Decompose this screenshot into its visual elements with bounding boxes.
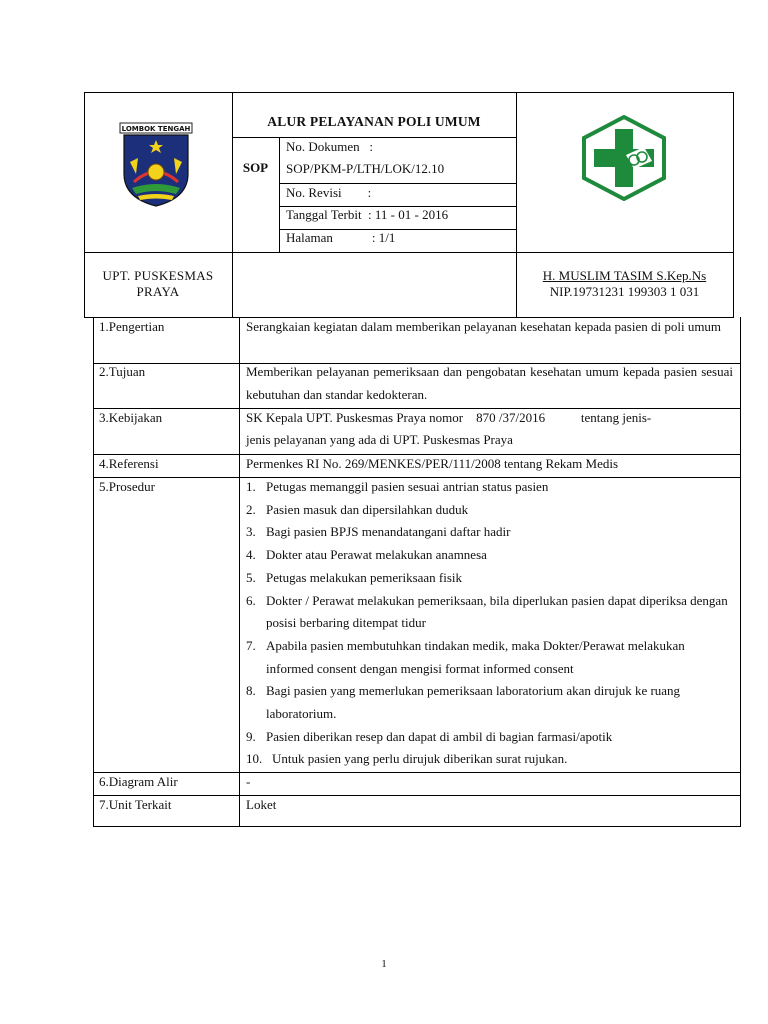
tujuan-label: 2.Tujuan bbox=[99, 364, 146, 379]
list-item bbox=[246, 521, 733, 544]
sop-label: SOP bbox=[242, 160, 269, 175]
list-item-number: 7. bbox=[246, 637, 256, 653]
list-item-number: 1. bbox=[246, 479, 256, 494]
list-item-number: 10. bbox=[246, 751, 263, 767]
prosedur-list bbox=[246, 476, 733, 771]
list-item-number: 8. bbox=[246, 683, 256, 699]
unit-label: 7.Unit Terkait bbox=[99, 797, 172, 812]
diagram-text: - bbox=[246, 774, 251, 789]
list-item-text: Petugas melakukan pemeriksaan fisik bbox=[266, 569, 463, 585]
signer-nip: NIP.19731231 199303 1 031 bbox=[549, 284, 700, 299]
organization-name: UPT. PUSKESMAS bbox=[102, 268, 214, 283]
signer-name: H. MUSLIM TASIM S.Kep.Ns bbox=[542, 268, 707, 283]
page-field: Halaman : 1/1 bbox=[286, 230, 396, 245]
puskesmas-logo bbox=[580, 115, 668, 201]
pengertian-text: Serangkaian kegiatan dalam memberikan pelayanan kesehatan kepada pasien di poli umum bbox=[246, 319, 722, 334]
revision-field: No. Revisi : bbox=[286, 185, 372, 200]
doc-number-value: SOP/PKM-P/LTH/LOK/12.10 bbox=[286, 161, 445, 176]
kebijakan-label: 3.Kebijakan bbox=[99, 410, 163, 425]
list-item bbox=[246, 680, 733, 725]
kebijakan-line1: SK Kepala UPT. Puskesmas Praya nomor 870 /37/2016 tentang jenis- bbox=[246, 410, 652, 425]
lombok-tengah-logo bbox=[118, 122, 194, 208]
list-item-number: 6. bbox=[246, 592, 256, 608]
list-item-text: Dokter atau Perawat melakukan anamnesa bbox=[266, 547, 487, 563]
list-item bbox=[246, 544, 733, 567]
list-item bbox=[246, 726, 733, 749]
tujuan-text: Memberikan pelayanan pemeriksaan dan pengobatan kesehatan umum kepada pasien sesuai kebutuhan dan standar kedokteran. bbox=[246, 364, 733, 402]
list-item-text: Pasien masuk dan dipersilahkan duduk bbox=[266, 501, 469, 517]
document-title: ALUR PELAYANAN POLI UMUM bbox=[267, 114, 481, 129]
list-item bbox=[246, 476, 733, 499]
list-item bbox=[246, 590, 733, 635]
unit-text: Loket bbox=[246, 797, 277, 812]
list-item-text: Petugas memanggil pasien sesuai antrian status pasien bbox=[266, 479, 549, 494]
list-item-number: 2. bbox=[246, 501, 256, 517]
list-item-text: Apabila pasien membutuhkan tindakan medik, maka Dokter/Perawat melakukan informed consent dengan mengisi format informed consent bbox=[266, 637, 685, 676]
list-item bbox=[246, 499, 733, 522]
diagram-label: 6.Diagram Alir bbox=[99, 774, 178, 789]
organization-city: PRAYA bbox=[136, 284, 180, 299]
list-item-text: Bagi pasien yang memerlukan pemeriksaan laboratorium akan dirujuk ke ruang laboratorium. bbox=[266, 683, 681, 722]
referensi-text: Permenkes RI No. 269/MENKES/PER/111/2008 tentang Rekam Medis bbox=[246, 456, 619, 471]
list-item-text: Untuk pasien yang perlu dirujuk diberikan surat rujukan. bbox=[272, 751, 568, 767]
list-item-text: Bagi pasien BPJS menandatangani daftar hadir bbox=[266, 524, 511, 540]
prosedur-label: 5.Prosedur bbox=[99, 479, 155, 494]
list-item-number: 3. bbox=[246, 524, 256, 540]
list-item bbox=[246, 748, 733, 771]
pengertian-label: 1.Pengertian bbox=[99, 319, 165, 334]
page-number: 1 bbox=[381, 958, 387, 970]
referensi-label: 4.Referensi bbox=[99, 456, 159, 471]
list-item-text: Pasien diberikan resep dan dapat di ambil di bagian farmasi/apotik bbox=[266, 728, 613, 744]
kebijakan-line2: jenis pelayanan yang ada di UPT. Puskesmas Praya bbox=[246, 432, 513, 447]
list-item-text: Dokter / Perawat melakukan pemeriksaan, bila diperlukan pasien dapat diperiksa dengan posisi berbaring ditempat tidur bbox=[266, 592, 728, 631]
list-item bbox=[246, 567, 733, 590]
logo-left-label: LOMBOK TENGAH bbox=[121, 125, 191, 133]
list-item-number: 4. bbox=[246, 547, 256, 563]
doc-number-label: No. Dokumen : bbox=[286, 139, 374, 154]
issue-date-field: Tanggal Terbit : 11 - 01 - 2016 bbox=[286, 207, 449, 222]
list-item bbox=[246, 635, 733, 680]
list-item-number: 9. bbox=[246, 728, 256, 744]
list-item-number: 5. bbox=[246, 569, 256, 585]
